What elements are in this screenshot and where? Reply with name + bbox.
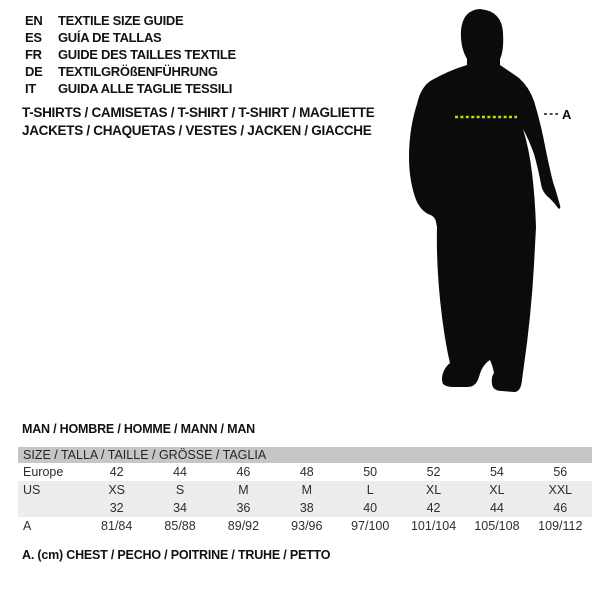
cell: 85/88 [164, 519, 196, 533]
cell: 46 [236, 465, 251, 479]
lang-title: TEXTILGRÖßENFÜHRUNG [58, 64, 218, 79]
cell: 109/112 [538, 519, 583, 533]
measure-label-a: A [562, 107, 572, 122]
lang-code: IT [25, 81, 36, 96]
language-title-block [25, 12, 236, 97]
cell: 48 [299, 465, 314, 479]
section-title-man: MAN / HOMBRE / HOMME / MANN / MAN [22, 422, 255, 436]
lang-title: GUIDA ALLE TAGLIE TESSILI [58, 81, 233, 96]
cell: 34 [148, 499, 211, 517]
lang-code: ES [25, 30, 42, 45]
table-row-europe [18, 463, 592, 481]
row-label: A [23, 519, 32, 533]
cell: M [275, 481, 338, 499]
cell: 44 [465, 499, 528, 517]
cell: 101/104 [410, 519, 457, 533]
lang-title: TEXTILE SIZE GUIDE [58, 13, 184, 28]
measurement-footnote: A. (cm) CHEST / PECHO / POITRINE / TRUHE / PETTO [22, 548, 331, 562]
cell: 54 [489, 465, 504, 479]
cell: 32 [85, 499, 148, 517]
row-label: US [18, 481, 85, 499]
cell: 38 [275, 499, 338, 517]
cell: 36 [212, 499, 275, 517]
man-silhouette [409, 9, 560, 392]
man-silhouette-figure [402, 7, 580, 399]
cell: S [148, 481, 211, 499]
cell: 42 [402, 499, 465, 517]
cell: 40 [339, 499, 402, 517]
table-row-us [18, 481, 592, 499]
table-header-row [18, 447, 592, 463]
cell: L [339, 481, 402, 499]
lang-title: GUIDE DES TAILLES TEXTILE [58, 47, 236, 62]
cell: 81/84 [101, 519, 133, 533]
category-line-tshirts: T-SHIRTS / CAMISETAS / T-SHIRT / T-SHIRT / MAGLIETTE [22, 105, 375, 120]
cell: XL [465, 481, 528, 499]
cell: 52 [426, 465, 441, 479]
category-line-jackets: JACKETS / CHAQUETAS / VESTES / JACKEN / GIACCHE [22, 122, 372, 138]
row-label [18, 499, 85, 517]
table-header-label: SIZE / TALLA / TAILLE / GRÖSSE / TAGLIA [18, 447, 592, 463]
cell: XXL [529, 481, 592, 499]
cell: 56 [553, 465, 568, 479]
size-table [18, 447, 592, 535]
cell: XS [85, 481, 148, 499]
table-row-chest-a [18, 517, 592, 535]
lang-code: EN [25, 13, 43, 28]
cell: XL [402, 481, 465, 499]
cell: 44 [173, 465, 188, 479]
lang-title: GUÍA DE TALLAS [58, 30, 162, 45]
lang-code: DE [25, 64, 43, 79]
cell: 46 [529, 499, 592, 517]
cell: 93/96 [291, 519, 323, 533]
cell: 97/100 [351, 519, 390, 533]
cell: M [212, 481, 275, 499]
cell: 50 [363, 465, 378, 479]
table-row-uk [18, 499, 592, 517]
cell: 42 [109, 465, 124, 479]
cell: 89/92 [227, 519, 260, 533]
category-lines [22, 104, 374, 139]
lang-code: FR [25, 47, 42, 62]
row-label: Europe [23, 465, 64, 479]
cell: 105/108 [474, 519, 520, 533]
